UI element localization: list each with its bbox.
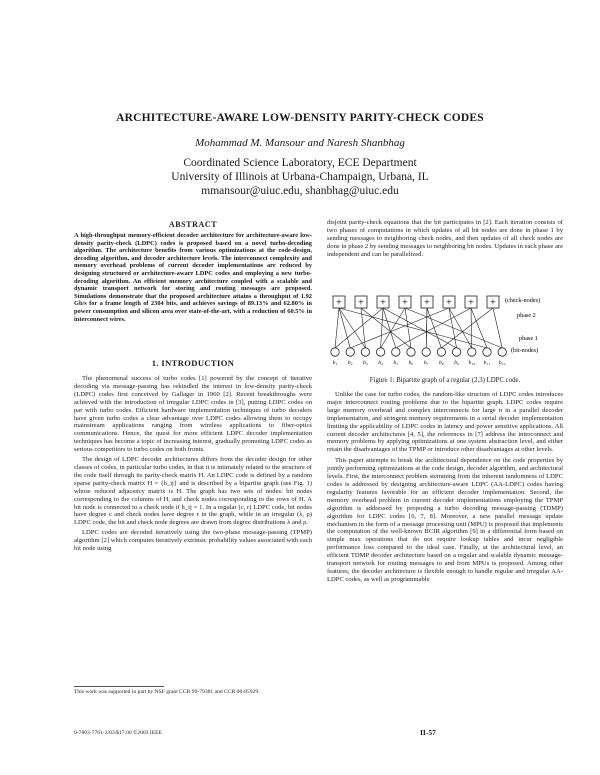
footnote: This work was supported in part by NSF grant CCR 99-79381 and CCR 00-85929. [74, 689, 260, 695]
bit-node [452, 348, 460, 356]
affiliation [0, 156, 600, 198]
bipartite-graph-figure [327, 258, 563, 388]
footnote-rule [74, 686, 164, 687]
graph-edge [405, 308, 411, 348]
phase1-label: phase 1 [519, 335, 538, 342]
graph-edge [361, 308, 411, 348]
check-node-symbol: + [424, 297, 430, 309]
bit-node [498, 348, 506, 356]
bit-node-label: b₆ [408, 360, 414, 366]
affiliation-line-2: University of Illinois at Urbana-Champaign, Urbana, IL [171, 171, 429, 183]
graph-edge [471, 308, 487, 348]
graph-edge [335, 308, 339, 348]
bit-node [331, 348, 339, 356]
graph-edge [449, 308, 472, 348]
bit-node [437, 348, 445, 356]
right-paragraph: This paper attempts to break the architectural dependence on the code properties by jointly performing optimizations at the code design, decoder algorithm, and architectural levels. First, the interconnect problem stemming from the inherent randomness of LDPC codes is addressed by designing architecture-aware LDPC (AA-LDPC) codes having regularity features favorable for an efficient decoder implementation. Second, the memory overhead problem in current decoder implementations employing the TPMP algorithm is addressed by proposing a turbo decoding message-passing (TDMP) algorithm for LDPC codes [6, 7, 8]. Moreover, a new parallel message update mechanism in the form of a message processing unit (MPU) is proposed that implements the computation of the well-known BCJR algorithm [9] in a differential form based on simple max operations that do not require lookup tables and incur negligible performance loss compared to the ideal case. Finally, at the architectural level, an efficient TDMP decoder architecture based on a regular and scalable dynamic message-transport network for routing messages to and from MPUs is proposed. Among other features, the decoder architecture is flexible enough to handle regular and irregular AA-LDPC codes, as well as programmable [327, 457, 563, 583]
check-nodes [333, 296, 499, 309]
intro-paragraph: The design of LDPC decoder architectures differs from the decoder design for other classes of codes, in particular turbo codes, in that it is intimately related to the structure of the code itself through its parity-check matrix H. An LDPC code is defined by a random sparse parity-check matrix H = {h_ij} and is described by a bipartite graph (see Fig. 1) whose reduced adjacency matrix is H. The graph has two sets of nodes: bit nodes corresponding to the columns of H, and check nodes corresponding to the rows of H. A bit node is connected to a check node if h_ij = 1. In a regular (c, r) LDPC code, bit nodes have degree c and check nodes have degree r in the graph, while in an irregular (λ, ρ) LDPC code, the bit and check node degrees are drawn from degree distributions λ and ρ. [74, 456, 312, 527]
bit-node [468, 348, 476, 356]
graph-edge [381, 308, 383, 348]
bit-node [392, 348, 400, 356]
right-column-top-text: disjoint parity-check equations that the bit participates in [2]. Each iteration consists of two phases of computations in which updates of all bit nodes are done in phase 1 by sending messages to neighboring check nodes, and then updates of all check nodes are done in phase 2 by sending messages to neighboring bit nodes. Updates in each phase are independent and can be parallelized. [327, 219, 563, 258]
paper-title: ARCHITECTURE-AWARE LOW-DENSITY PARITY-CHECK CODES [116, 112, 484, 124]
graph-edge [449, 308, 457, 348]
check-node-symbol: + [490, 297, 496, 309]
phase2-label: phase 2 [517, 312, 536, 319]
graph-edges [335, 308, 502, 348]
bit-node [422, 348, 430, 356]
abstract-text: A high-throughput memory-efficient decoder architecture for architecture-aware low-density parity-check (LDPC) codes is proposed based on a novel turbo-decoding algorithm. The architecture benefits from various optimizations at the code-design, decoding algorithm, and decoder architecture levels. The interconnect complexity and memory overhead problems of current decoder implementations are reduced by designing structured or architecture-aware LDPC codes and employing a new turbo-decoding algorithm. An efficient memory architecture coupled with a scalable and dynamic transport network for storing and routing messages are proposed. Simulations demonstrate that the proposed architecture attains a throughput of 1.92 Gb/s for a frame length of 2304 bits, and achieves savings of 89.13% and 62.80% in power consumption and silicon area over state-of-the-art, with a reduction of 60.5% in interconnect wires. [74, 232, 312, 323]
bit-node-label: b₁₂ [498, 360, 506, 366]
check-node-symbol: + [380, 297, 386, 309]
bit-node [361, 348, 369, 356]
check-node-symbol: + [468, 297, 474, 309]
bit-node-label: b₅ [393, 360, 399, 366]
check-node-symbol: + [446, 297, 452, 309]
bit-node-label: b₃ [363, 360, 368, 366]
abstract-heading: ABSTRACT [168, 220, 218, 229]
bit-node-label: b₁₀ [468, 360, 476, 366]
affiliation-line-1: Coordinated Science Laboratory, ECE Department [183, 157, 417, 169]
graph-edge [441, 308, 493, 348]
right-paragraph: Unlike the case for turbo codes, the random-like structure of LDPC codes introduces major interconnect routing problems due to the bipartite graph. LDPC codes require large memory overhead and complex interconnects for large n in a parallel decoder implementation, and stringent memory requirements in a serial decoder implementation limiting the applicability of LDPC codes in latency and power sensitive applications. All current decoder architectures [4, 5], the references in [7] address the interconnect and memory problems by applying optimizations at one system abstraction level, and either retain the disadvantages of the TPMP or introduce other disadvantages at other levels. [327, 391, 563, 454]
graph-edge [471, 308, 472, 348]
bit-node-label: b₉ [454, 360, 459, 366]
bit-nodes-label: (bit-nodes) [511, 347, 539, 354]
bit-node-label: b₄ [378, 360, 383, 366]
bit-node-label: b₇ [423, 360, 429, 366]
bit-node-label: b₂ [347, 360, 353, 366]
page-number: II-57 [420, 728, 436, 737]
bit-node-label: b₁ [332, 360, 338, 366]
bit-node-label: b₈ [439, 360, 444, 366]
graph-edge [339, 308, 350, 348]
graph-edge [426, 308, 427, 348]
bit-node [346, 348, 354, 356]
intro-paragraph: LDPC codes are decoded iteratively using the two-phase message-passing (TPMP) algorithm [2] which computes iteratively extrinsic probability values associated with each bit node using [74, 529, 312, 553]
bit-node [407, 348, 415, 356]
figure-caption: Figure 1: Bipartite graph of a regular (2,3) LDPC code. [369, 377, 521, 384]
right-column-body [327, 391, 563, 587]
graph-edge [335, 308, 383, 348]
affiliation-emails: mmansour@uiuc.edu, shanbhag@uiuc.edu [201, 185, 399, 197]
check-node-symbol: + [402, 297, 408, 309]
check-node-symbol: + [358, 297, 364, 309]
graph-edge [493, 308, 502, 348]
copyright-line: 0-7803-7761-3/03/$17.00 ©2003 IEEE [74, 730, 162, 736]
bit-node [483, 348, 491, 356]
bit-nodes [331, 348, 507, 366]
check-node-symbol: + [336, 297, 342, 309]
introduction-heading: 1. INTRODUCTION [151, 358, 235, 368]
check-nodes-label: (check-nodes) [505, 297, 541, 304]
introduction-body [74, 375, 312, 555]
intro-paragraph: The phenomenal success of turbo codes [1] powered by the concept of iterative decoding via message-passing has rekindled the interest in low-density parity-check (LDPC) codes first conceived by Gallager in 1960 [2]. Recent breakthroughs were achieved with the introduction of irregular LDPC codes in [3], putting LDPC codes on par with turbo codes. Efficient hardware implementation techniques of turbo decoders have given turbo codes a clear advantage over LDPC codes allowing them to occupy mainstream applications ranging from wireless applications to fiber-optics communications. Hence, the quest for more efficient LDPC decoder implementation techniques has become a topic of increasing interest, gradually promoting LDPC codes as serious competitors to turbo codes on both fronts. [74, 375, 312, 454]
graph-edge [381, 308, 405, 348]
paper-authors: Mohammad M. Mansour and Naresh Shanbhag [195, 137, 405, 149]
bit-node-label: b₁₁ [483, 360, 491, 366]
bit-node [376, 348, 384, 356]
